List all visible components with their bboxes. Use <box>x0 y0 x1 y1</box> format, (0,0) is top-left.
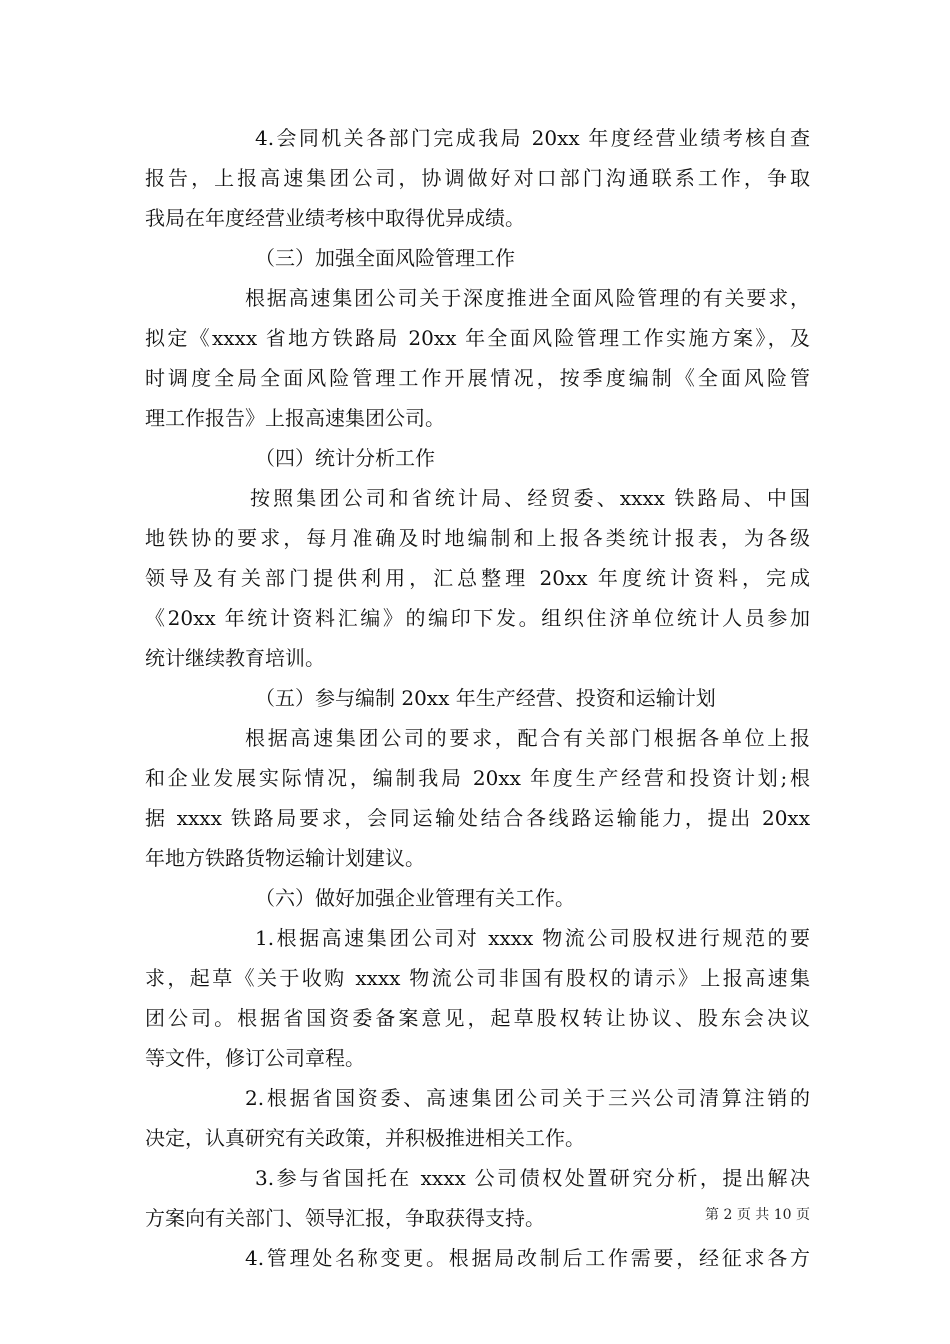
page-number: 第 2 页 共 10 页 <box>705 1207 810 1223</box>
paragraph-line: 理工作报告》上报高速集团公司。 <box>145 406 445 430</box>
section-heading: （五）参与编制 20xx 年生产经营、投资和运输计划 <box>255 686 716 710</box>
paragraph-line: 2.根据省国资委、高速集团公司关于三兴公司清算注销的 <box>245 1086 810 1110</box>
paragraph-line: 方案向有关部门、领导汇报，争取获得支持。 <box>145 1206 545 1230</box>
paragraph-line: 根据高速集团公司关于深度推进全面风险管理的有关要求， <box>245 286 810 310</box>
paragraph-line: 按照集团公司和省统计局、经贸委、xxxx 铁路局、中国 <box>250 486 810 510</box>
paragraph-line: 求，起草《关于收购 xxxx 物流公司非国有股权的请示》上报高速集 <box>145 966 810 990</box>
paragraph-line: 根据高速集团公司的要求，配合有关部门根据各单位上报 <box>245 726 810 750</box>
paragraph-line: 3.参与省国托在 xxxx 公司债权处置研究分析，提出解决 <box>255 1166 810 1190</box>
paragraph-line: 1.根据高速集团公司对 xxxx 物流公司股权进行规范的要 <box>255 926 810 950</box>
paragraph-line: 年地方铁路货物运输计划建议。 <box>145 846 425 870</box>
section-heading: （四）统计分析工作 <box>255 446 435 470</box>
paragraph-line: 统计继续教育培训。 <box>145 646 325 670</box>
section-heading: （三）加强全面风险管理工作 <box>255 246 515 270</box>
paragraph-line: 领导及有关部门提供利用，汇总整理 20xx 年度统计资料，完成 <box>145 566 810 590</box>
paragraph-line: 等文件，修订公司章程。 <box>145 1046 365 1070</box>
document-body <box>145 118 810 1278</box>
paragraph-line: 时调度全局全面风险管理工作开展情况，按季度编制《全面风险管 <box>145 366 810 390</box>
paragraph-line: 团公司。根据省国资委备案意见，起草股权转让协议、股东会决议 <box>145 1006 810 1030</box>
paragraph-line: 报告，上报高速集团公司，协调做好对口部门沟通联系工作，争取 <box>145 166 810 190</box>
section-heading: （六）做好加强企业管理有关工作。 <box>255 886 575 910</box>
paragraph-line: 地铁协的要求，每月准确及时地编制和上报各类统计报表，为各级 <box>145 526 810 550</box>
paragraph-line: 据 xxxx 铁路局要求，会同运输处结合各线路运输能力，提出 20xx <box>145 806 810 830</box>
paragraph-line: 4.管理处名称变更。根据局改制后工作需要，经征求各方 <box>245 1246 810 1270</box>
paragraph-line: 4.会同机关各部门完成我局 20xx 年度经营业绩考核自查 <box>255 126 810 150</box>
paragraph-line: 决定，认真研究有关政策，并积极推进相关工作。 <box>145 1126 585 1150</box>
paragraph-line: 《20xx 年统计资料汇编》的编印下发。组织住济单位统计人员参加 <box>145 606 810 630</box>
paragraph-line: 我局在年度经营业绩考核中取得优异成绩。 <box>145 206 525 230</box>
paragraph-line: 拟定《xxxx 省地方铁路局 20xx 年全面风险管理工作实施方案》，及 <box>145 326 810 350</box>
paragraph-line: 和企业发展实际情况，编制我局 20xx 年度生产经营和投资计划;根 <box>145 766 810 790</box>
